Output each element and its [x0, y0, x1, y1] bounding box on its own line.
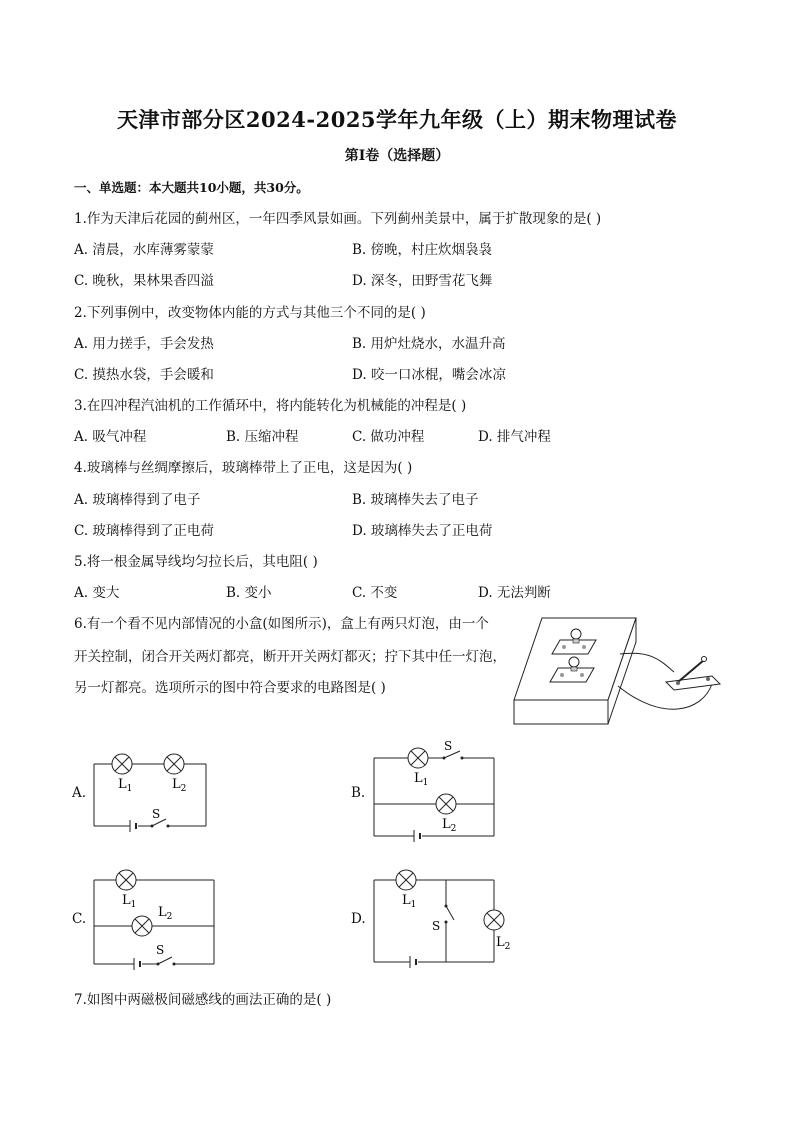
- section-heading: 一、单选题：本大题共10小题，共30分。: [74, 180, 309, 195]
- circuit-b-label: B.: [351, 785, 366, 801]
- page-subtitle: 第I卷（选择题）: [344, 148, 450, 164]
- svg-text:S: S: [432, 919, 441, 933]
- lamp-l1-icon: [408, 748, 428, 768]
- question-2-stem: 2.下列事例中，改变物体内能的方式与其他三个不同的是( ): [74, 305, 426, 321]
- question-5-option-d: D. 无法判断: [478, 585, 551, 601]
- circuit-diagram-b: [368, 738, 500, 848]
- question-5-option-c: C. 不变: [352, 585, 398, 601]
- question-2-option-a: A. 用力搓手，手会发热: [74, 336, 214, 352]
- question-6-stem-line-2: 开关控制，闭合开关两灯都亮，断开开关两灯都灭；拧下其中任一灯泡，: [74, 649, 506, 665]
- question-4-stem: 4.玻璃棒与丝绸摩擦后，玻璃棒带上了正电，这是因为( ): [74, 460, 413, 476]
- question-3-option-c: C. 做功冲程: [352, 429, 425, 445]
- question-6-stem-line-3: 另一灯都亮。选项所示的图中符合要求的电路图是( ): [74, 680, 386, 696]
- page-title: 天津市部分区2024-2025学年九年级（上）期末物理试卷: [116, 107, 678, 132]
- svg-text:L1: $L_1$: [118, 777, 133, 794]
- svg-text:L2: $L_2$: [496, 935, 511, 952]
- question-2-option-d: D. 咬一口冰棍，嘴会冰凉: [352, 367, 506, 383]
- svg-text:S: S: [156, 943, 165, 957]
- circuit-c-label: C.: [72, 911, 87, 927]
- question-6-stem-line-1: 6.有一个看不见内部情况的小盒(如图所示)，盒上有两只灯泡，由一个: [74, 616, 489, 632]
- svg-text:L2: $L_2$: [172, 777, 187, 794]
- question-2-option-c: C. 摸热水袋，手会暖和: [74, 367, 214, 383]
- lamp-l2-icon: [164, 754, 184, 774]
- question-3-option-d: D. 排气冲程: [478, 429, 551, 445]
- question-1-option-c: C. 晚秋，果林果香四溢: [74, 273, 214, 289]
- svg-text:L2: $L_2$: [442, 817, 457, 834]
- question-4-option-d: D. 玻璃棒失去了正电荷: [352, 523, 493, 539]
- lamp-l2-icon: [132, 916, 152, 936]
- question-2-option-b: B. 用炉灶烧水，水温升高: [352, 336, 506, 352]
- lamp-l1-icon: [112, 754, 132, 774]
- circuit-diagram-c: [88, 866, 220, 972]
- circuit-diagram-d: [368, 866, 511, 972]
- question-1-option-a: A. 清晨，水库薄雾蒙蒙: [74, 242, 214, 258]
- svg-text:L2: $L_2$: [158, 905, 173, 922]
- lamp-l2-icon: [436, 794, 456, 814]
- mystery-box-illustration: [512, 612, 724, 728]
- question-3-option-b: B. 压缩冲程: [226, 429, 299, 445]
- circuit-a-label: A.: [72, 785, 87, 801]
- svg-text:L1: $L_1$: [414, 771, 429, 788]
- lamp-l2-icon: [484, 910, 504, 930]
- question-1-option-d: D. 深冬，田野雪花飞舞: [352, 273, 493, 289]
- question-5-stem: 5.将一根金属导线均匀拉长后，其电阻( ): [74, 554, 318, 570]
- svg-text:L1: $L_1$: [122, 893, 137, 910]
- question-4-option-c: C. 玻璃棒得到了正电荷: [74, 523, 214, 539]
- circuit-d-label: D.: [351, 911, 366, 927]
- svg-text:S: S: [152, 807, 161, 821]
- svg-text:L1: $L_1$: [402, 893, 417, 910]
- question-1-option-b: B. 傍晚，村庄炊烟袅袅: [352, 242, 493, 258]
- svg-text:S: S: [444, 739, 453, 753]
- question-5-option-b: B. 变小: [226, 585, 272, 601]
- knife-switch-icon: [666, 657, 720, 691]
- box-front-face: [514, 700, 608, 724]
- lamp-l1-icon: [116, 870, 136, 890]
- question-7-stem: 7.如图中两磁极间磁感线的画法正确的是( ): [74, 992, 332, 1008]
- question-3-stem: 3.在四冲程汽油机的工作循环中，将内能转化为机械能的冲程是( ): [74, 398, 467, 414]
- question-4-option-a: A. 玻璃棒得到了电子: [74, 492, 201, 508]
- lamp-l1-icon: [396, 870, 416, 890]
- question-3-option-a: A. 吸气冲程: [74, 429, 147, 445]
- question-1-stem: 1.作为天津后花园的蓟州区，一年四季风景如画。下列蓟州美景中，属于扩散现象的是( ): [74, 211, 602, 227]
- circuit-diagram-a: [88, 748, 212, 832]
- question-4-option-b: B. 玻璃棒失去了电子: [352, 492, 479, 508]
- question-5-option-a: A. 变大: [74, 585, 120, 601]
